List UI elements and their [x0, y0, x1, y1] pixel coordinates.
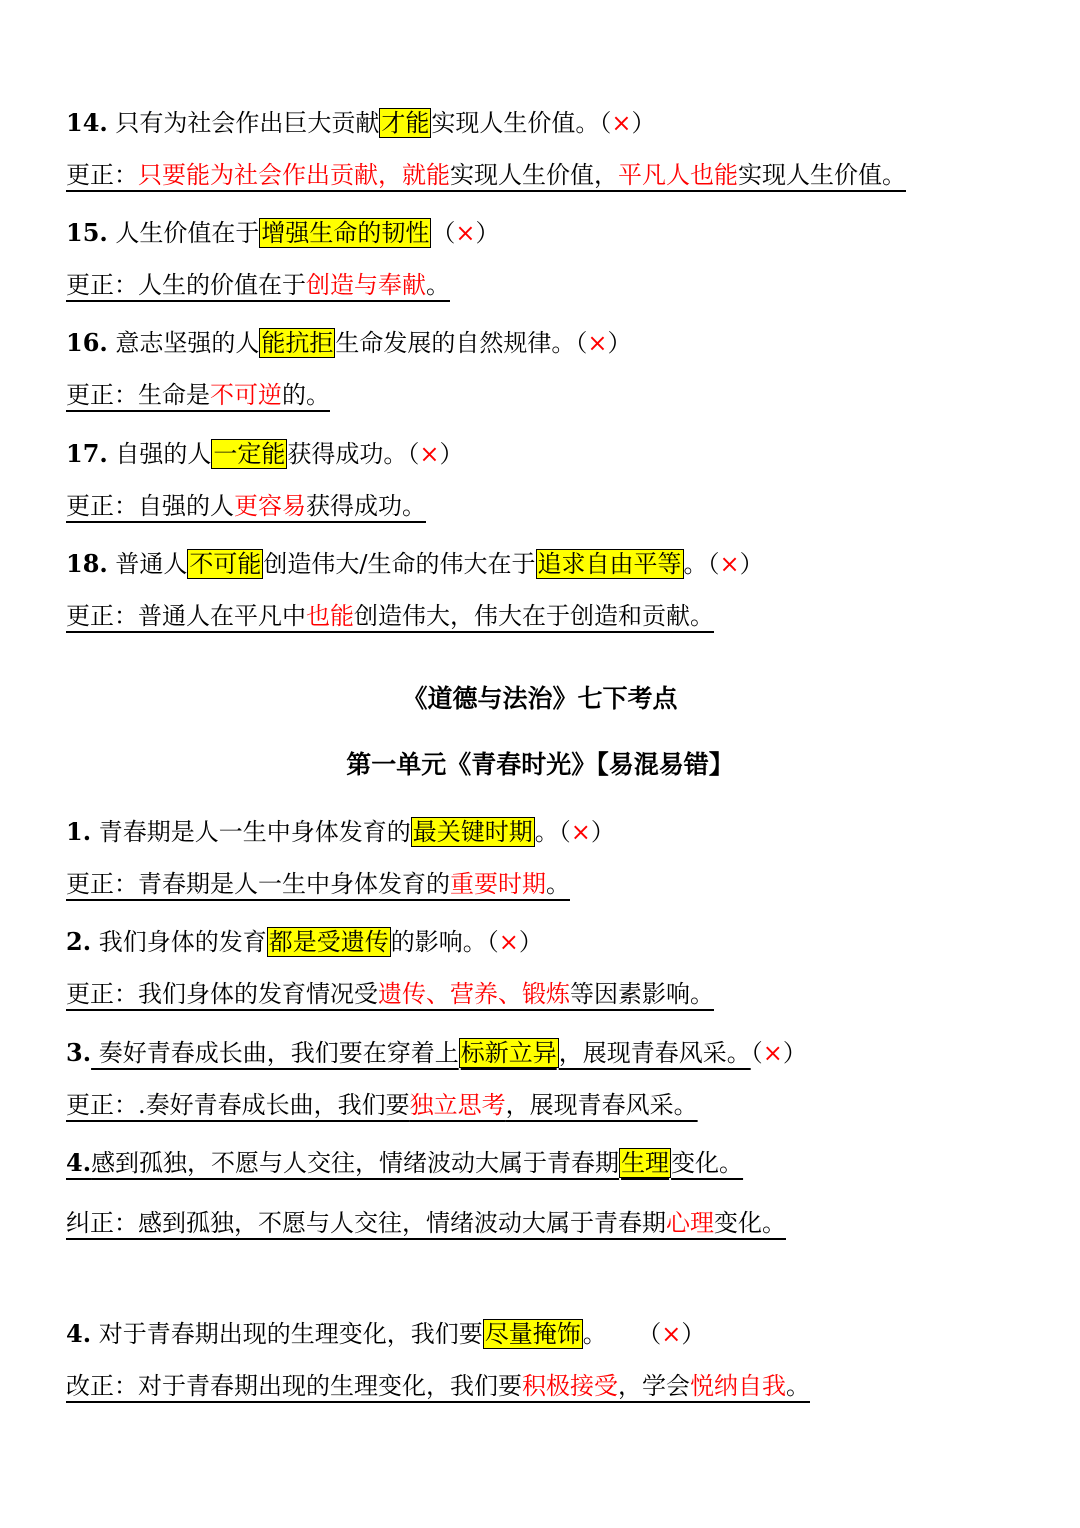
correction-label: 更正：	[66, 381, 138, 409]
correction-text: 对于青春期出现的生理变化，我们要	[138, 1372, 522, 1400]
correction-key: 只要能为社会作出贡献，就能	[138, 161, 450, 189]
correction-text: 我们身体的发育情况受	[138, 980, 378, 1008]
paren-open: （	[707, 550, 720, 578]
question-text: 变化。	[671, 1149, 744, 1177]
correction-17	[66, 489, 426, 523]
correction-text: 自强的人	[138, 492, 234, 520]
correction-text: 的。	[282, 381, 330, 409]
paren-close: ）	[518, 928, 543, 956]
question-text: 的影响。	[390, 928, 487, 956]
correction-text: 实现人生价值。	[738, 161, 906, 189]
correction-label: 更正：	[66, 492, 138, 520]
correction-label: 更正：	[66, 1091, 138, 1119]
correction-label: 更正：	[66, 271, 138, 299]
correction-16	[66, 378, 330, 412]
paren-open: （	[486, 928, 499, 956]
correction-text: 获得成功。	[306, 492, 426, 520]
highlighted-error: 追求自由平等	[537, 550, 682, 578]
correction-key: 积极接受	[522, 1372, 618, 1400]
correction-key: 更容易	[234, 492, 306, 520]
question-18	[66, 547, 764, 581]
highlighted-error: 最关键时期	[412, 818, 533, 846]
correction-key: 也能	[306, 602, 354, 630]
correction-label: 更正：	[66, 980, 138, 1008]
correction-text: 人生的价值在于	[138, 271, 306, 299]
question-text: 。	[534, 818, 559, 846]
question-number: 2.	[66, 927, 92, 956]
question-2	[66, 925, 543, 959]
correction-text: 创造伟大，伟大在于创造和贡献。	[354, 602, 714, 630]
question-text: 感到孤独，不愿与人交往，情绪波动大属于青春期	[91, 1149, 620, 1177]
question-16	[66, 326, 632, 360]
wrong-mark: ×	[419, 440, 440, 468]
correction-text: 生命是	[138, 381, 210, 409]
paren-close: ）	[631, 109, 656, 137]
wrong-mark: ×	[587, 329, 608, 357]
question-3	[66, 1036, 807, 1070]
paren-close: ）	[782, 1039, 807, 1067]
question-text: ，展现青春风采。	[558, 1039, 751, 1067]
question-text: 。	[582, 1320, 607, 1348]
question-text: 。	[683, 550, 708, 578]
paren-close: ）	[590, 818, 615, 846]
correction-text: 普通人在平凡中	[138, 602, 306, 630]
highlighted-error: 能抗拒	[261, 329, 334, 357]
highlighted-error: 才能	[381, 109, 430, 137]
paren-close: ）	[607, 329, 632, 357]
question-15	[66, 216, 500, 250]
highlighted-error: 尽量掩饰	[484, 1320, 581, 1348]
paren-open: （	[407, 440, 420, 468]
question-text: 只有为社会作出巨大贡献	[107, 109, 380, 137]
correction-2	[66, 977, 714, 1011]
correction-label: 更正：	[66, 602, 138, 630]
correction-key: 悦纳自我	[690, 1372, 786, 1400]
correction-label: 更正：	[66, 870, 138, 898]
question-text: 意志坚强的人	[107, 329, 260, 357]
paren-close: ）	[475, 219, 500, 247]
correction-label: 更正：	[66, 161, 138, 189]
paren-close: ）	[681, 1320, 706, 1348]
question-4a	[66, 1146, 743, 1180]
paren-open: （	[599, 109, 612, 137]
question-number: 15.	[66, 218, 108, 247]
question-text: 自强的人	[107, 440, 212, 468]
correction-key: 创造与奉献	[306, 271, 426, 299]
correction-4a	[66, 1206, 786, 1240]
question-text: 对于青春期出现的生理变化，我们要	[91, 1320, 483, 1348]
wrong-mark: ×	[570, 818, 591, 846]
question-1	[66, 815, 615, 849]
question-number: 3.	[66, 1038, 92, 1067]
wrong-mark: ×	[762, 1039, 783, 1067]
question-text: 奏好青春成长曲，我们要在穿着上	[91, 1039, 459, 1067]
question-text: 青春期是人一生中身体发育的	[91, 818, 411, 846]
section-title: 《道德与法治》七下考点	[402, 684, 678, 713]
correction-text: 实现人生价值，	[450, 161, 618, 189]
highlighted-error: 生理	[621, 1149, 670, 1177]
question-text: 普通人	[107, 550, 188, 578]
correction-key: 平凡人也能	[618, 161, 738, 189]
correction-text: 。	[426, 271, 450, 299]
wrong-mark: ×	[498, 928, 519, 956]
paren-open: （	[558, 818, 571, 846]
correction-4b	[66, 1369, 810, 1403]
paren-close: ）	[739, 550, 764, 578]
highlighted-error: 一定能	[213, 440, 286, 468]
paren-open: （	[750, 1039, 763, 1067]
question-text: 人生价值在于	[107, 219, 260, 247]
spacer	[607, 1320, 638, 1348]
question-17	[66, 437, 464, 471]
correction-label: 改正：	[66, 1372, 138, 1400]
correction-key: 独立思考	[409, 1091, 506, 1119]
question-number: 18.	[66, 549, 108, 578]
correction-text: 。	[786, 1372, 810, 1400]
question-14	[66, 106, 656, 140]
correction-text: 感到孤独，不愿与人交往，情绪波动大属于青春期	[138, 1209, 666, 1237]
wrong-mark: ×	[661, 1320, 682, 1348]
correction-key: 重要时期	[450, 870, 546, 898]
wrong-mark: ×	[455, 219, 476, 247]
correction-text: 。	[546, 870, 570, 898]
correction-text: .奏好青春成长曲，我们要	[138, 1091, 410, 1119]
correction-text: ，展现青春风采。	[505, 1091, 698, 1119]
correction-15	[66, 268, 450, 302]
correction-key: 遗传、营养、锻炼	[378, 980, 570, 1008]
wrong-mark: ×	[719, 550, 740, 578]
highlighted-error: 都是受遗传	[268, 928, 389, 956]
paren-close: ）	[439, 440, 464, 468]
question-text: 实现人生价值。	[431, 109, 600, 137]
question-number: 14.	[66, 108, 108, 137]
correction-label: 纠正：	[66, 1209, 138, 1237]
correction-key: 心理	[666, 1209, 714, 1237]
correction-1	[66, 867, 570, 901]
question-text: 生命发展的自然规律。	[335, 329, 576, 357]
question-number: 4.	[66, 1319, 92, 1348]
paren-open: （	[637, 1320, 662, 1348]
correction-text: ，学会	[618, 1372, 690, 1400]
correction-key: 不可逆	[210, 381, 282, 409]
question-number: 17.	[66, 439, 108, 468]
paren-open: （	[575, 329, 588, 357]
correction-text: 等因素影响。	[570, 980, 714, 1008]
question-number: 16.	[66, 328, 108, 357]
highlighted-error: 不可能	[189, 550, 262, 578]
question-text: 获得成功。	[287, 440, 408, 468]
wrong-mark: ×	[611, 109, 632, 137]
question-text: 创造伟大/生命的伟大在于	[263, 550, 536, 578]
correction-text: 青春期是人一生中身体发育的	[138, 870, 450, 898]
correction-18	[66, 599, 714, 633]
unit-title: 第一单元《青春时光》【易混易错】	[346, 750, 734, 779]
question-4b	[66, 1317, 705, 1351]
paren-open: （	[431, 219, 456, 247]
correction-3	[66, 1088, 698, 1122]
highlighted-error: 增强生命的韧性	[261, 219, 430, 247]
question-number: 1.	[66, 817, 92, 846]
question-text: 我们身体的发育	[91, 928, 267, 956]
highlighted-error: 标新立异	[460, 1039, 557, 1067]
question-number: 4.	[66, 1148, 92, 1177]
correction-text: 变化。	[714, 1209, 786, 1237]
correction-14	[66, 158, 906, 192]
